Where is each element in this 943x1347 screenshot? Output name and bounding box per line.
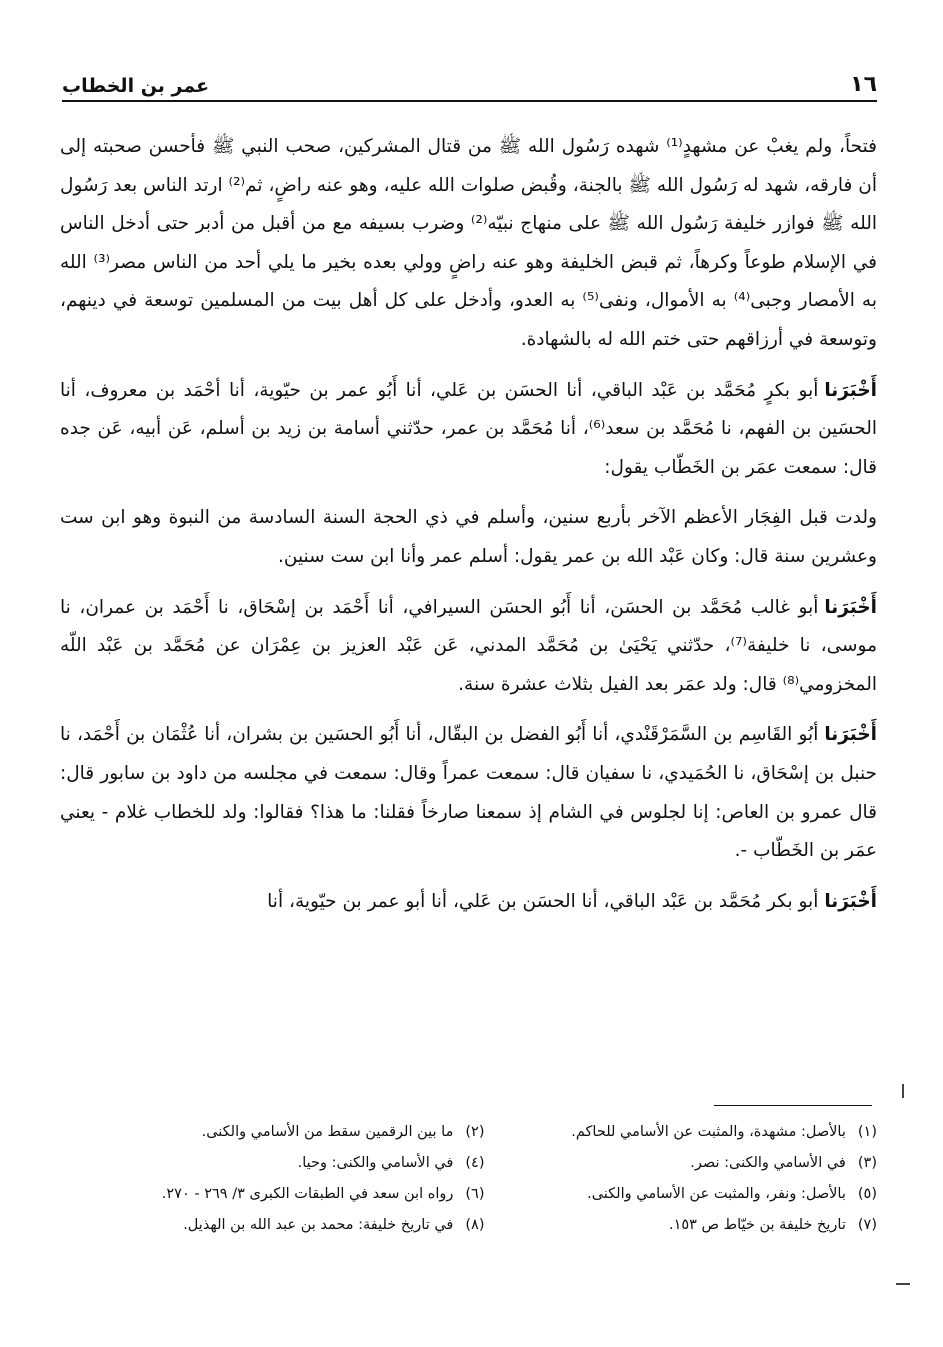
footnote-7 [513,1213,878,1237]
footnote-number: (٣) [857,1155,877,1171]
margin-dash [896,1283,910,1285]
paragraph-5 [60,716,877,870]
footnote-number: (١) [857,1124,877,1140]
paragraph-3 [60,499,877,576]
footnote-text: في تاريخ خليفة: محمد بن عبد الله بن الهذيل. [183,1217,454,1233]
footnote-number: (٨) [465,1217,485,1233]
isnad-lead: أَخْبَرَنا [824,724,877,746]
paragraph-text: أبُو القَاسِم بن السَّمَرْقَنْدي، أنا أَبُو الفضل بن البقّال، أنا أَبُو الحسَين بن بشران، أنا عُثْمَان بن أَحْمَد، نا حنبل بن إسْحَاق، نا الحُمَيدي، نا سفيان قال: سمعت عمراً وقال: سمعت في مجلسه من داود بن سابور قال: قال عمرو بن العاص: إنا لجلوس في الشام إذ سمعنا صارخاً فقلنا: ما هذا؟ فقالوا: ولد للخطاب غلام - يعني عمَر بن الخَطّاب -. [60,724,877,862]
footnote-text: تاريخ خليفة بن خيّاط ص ١٥٣. [668,1217,846,1233]
footnote-text: بالأصل: ونفر، والمثبت عن الأسامي والكنى. [587,1186,846,1202]
paragraph-text: ولدت قبل الفِجَار الأعظم الآخر بأربع سنين، وأسلم في ذي الحجة السنة السادسة من النبوة وهو ابن ست وعشرين سنة قال: وكان عَبْد الله بن عمر يقول: أسلم عمر وأنا ابن ست سنين. [60,507,877,567]
paragraph-text: فتحاً، ولم يغبْ عن مشهدٍ⁽¹⁾ شهده رَسُول الله ﷺ من قتال المشركين، صحب النبي ﷺ فأحسن صحبته إلى أن فارقه، شهد له رَسُول الله ﷺ بالجنة، وقُبض صلوات الله عليه، وهو عنه راضٍ، ثم⁽²⁾ ارتد الناس بعد رَسُول الله ﷺ فوازر خليفة رَسُول الله ﷺ على منهاج نبيّه⁽²⁾ وضرب بسيفه مع من أقبل من أدبر حتى أدخل الناس في الإسلام طوعاً وكرهاً، ثم قبض الخليفة وهو عنه راضٍ وولي بعده بخير ما يلي أحد من الناس مصر⁽³⁾ الله به الأمصار وجبى⁽⁴⁾ به الأموال، ونفى⁽⁵⁾ به العدو، وأدخل على كل أهل بيت من المسلمين توسعة في دينهم، وتوسعة في أرزاقهم حتى ختم الله له بالشهادة. [60,136,877,350]
paragraph-1 [60,128,877,360]
paragraph-text: أبو بكر مُحَمَّد بن عَبْد الباقي، أنا الحسَن بن عَلي، أنا أبو عمر بن حيّوية، أنا [267,890,819,912]
footnotes [120,1120,877,1237]
margin-mark [902,1084,904,1098]
footnote-number: (٢) [465,1124,485,1140]
isnad-lead: أَخْبَرَنا [824,379,877,401]
page-number: ١٦ [850,72,877,97]
footnote-2 [120,1120,485,1144]
running-title: عمر بن الخطاب [62,75,210,97]
main-text [60,128,877,921]
footnote-text: في الأسامي والكنى: نصر. [690,1155,846,1171]
footnote-separator [714,1105,872,1106]
isnad-lead: أَخْبَرَنا [824,596,877,618]
footnote-number: (٤) [465,1155,485,1171]
paragraph-6 [60,883,877,922]
footnote-4 [120,1151,485,1175]
footnote-number: (٧) [857,1217,877,1233]
footnote-5 [513,1182,878,1206]
footnote-text: في الأسامي والكنى: وحيا. [297,1155,454,1171]
footnote-6 [120,1182,485,1206]
paragraph-4 [60,589,877,705]
footnote-3 [513,1151,878,1175]
footnote-1 [513,1120,878,1144]
footnote-text: ما بين الرقمين سقط من الأسامي والكنى. [201,1124,454,1140]
paragraph-2 [60,372,877,488]
footnote-number: (٥) [857,1186,877,1202]
footnote-number: (٦) [465,1186,485,1202]
isnad-lead: أَخْبَرَنا [824,890,877,912]
paragraph-text: أبو غالب مُحَمَّد بن الحسَن، أنا أَبُو الحسَن السيرافي، أنا أَحْمَد بن إسْحَاق، نا أَحْمَد بن عمران، نا موسى، نا خليفة⁽⁷⁾، حدّثني يَحْيَىٰ بن مُحَمَّد المدني، عَن عَبْد العزيز بن عِمْرَان عن مُحَمَّد بن عَبْد اللّه المخزومي⁽⁸⁾ قال: ولد عمَر بعد الفيل بثلاث عشرة سنة. [60,596,877,695]
paragraph-text: أبو بكرٍ مُحَمَّد بن عَبْد الباقي، أنا الحسَن بن عَلي، أنا أَبُو عمر بن حيّوية، أنا أحْمَد بن معروف، أنا الحسَين بن الفهم، نا مُحَمَّد بن سعد⁽⁶⁾، أنا مُحَمَّد بن عمر، حدّثني أسامة بن زيد بن أسلم، عَن أبيه، عَن جده قال: سمعت عمَر بن الخَطّاب يقول: [60,379,877,478]
footnote-text: رواه ابن سعد في الطبقات الكبرى ٣/ ٢٦٩ - ٢٧٠. [161,1186,454,1202]
footnote-8 [120,1213,485,1237]
footnote-text: بالأصل: مشهدة، والمثبت عن الأسامي للحاكم. [571,1124,846,1140]
page-header [62,66,877,102]
